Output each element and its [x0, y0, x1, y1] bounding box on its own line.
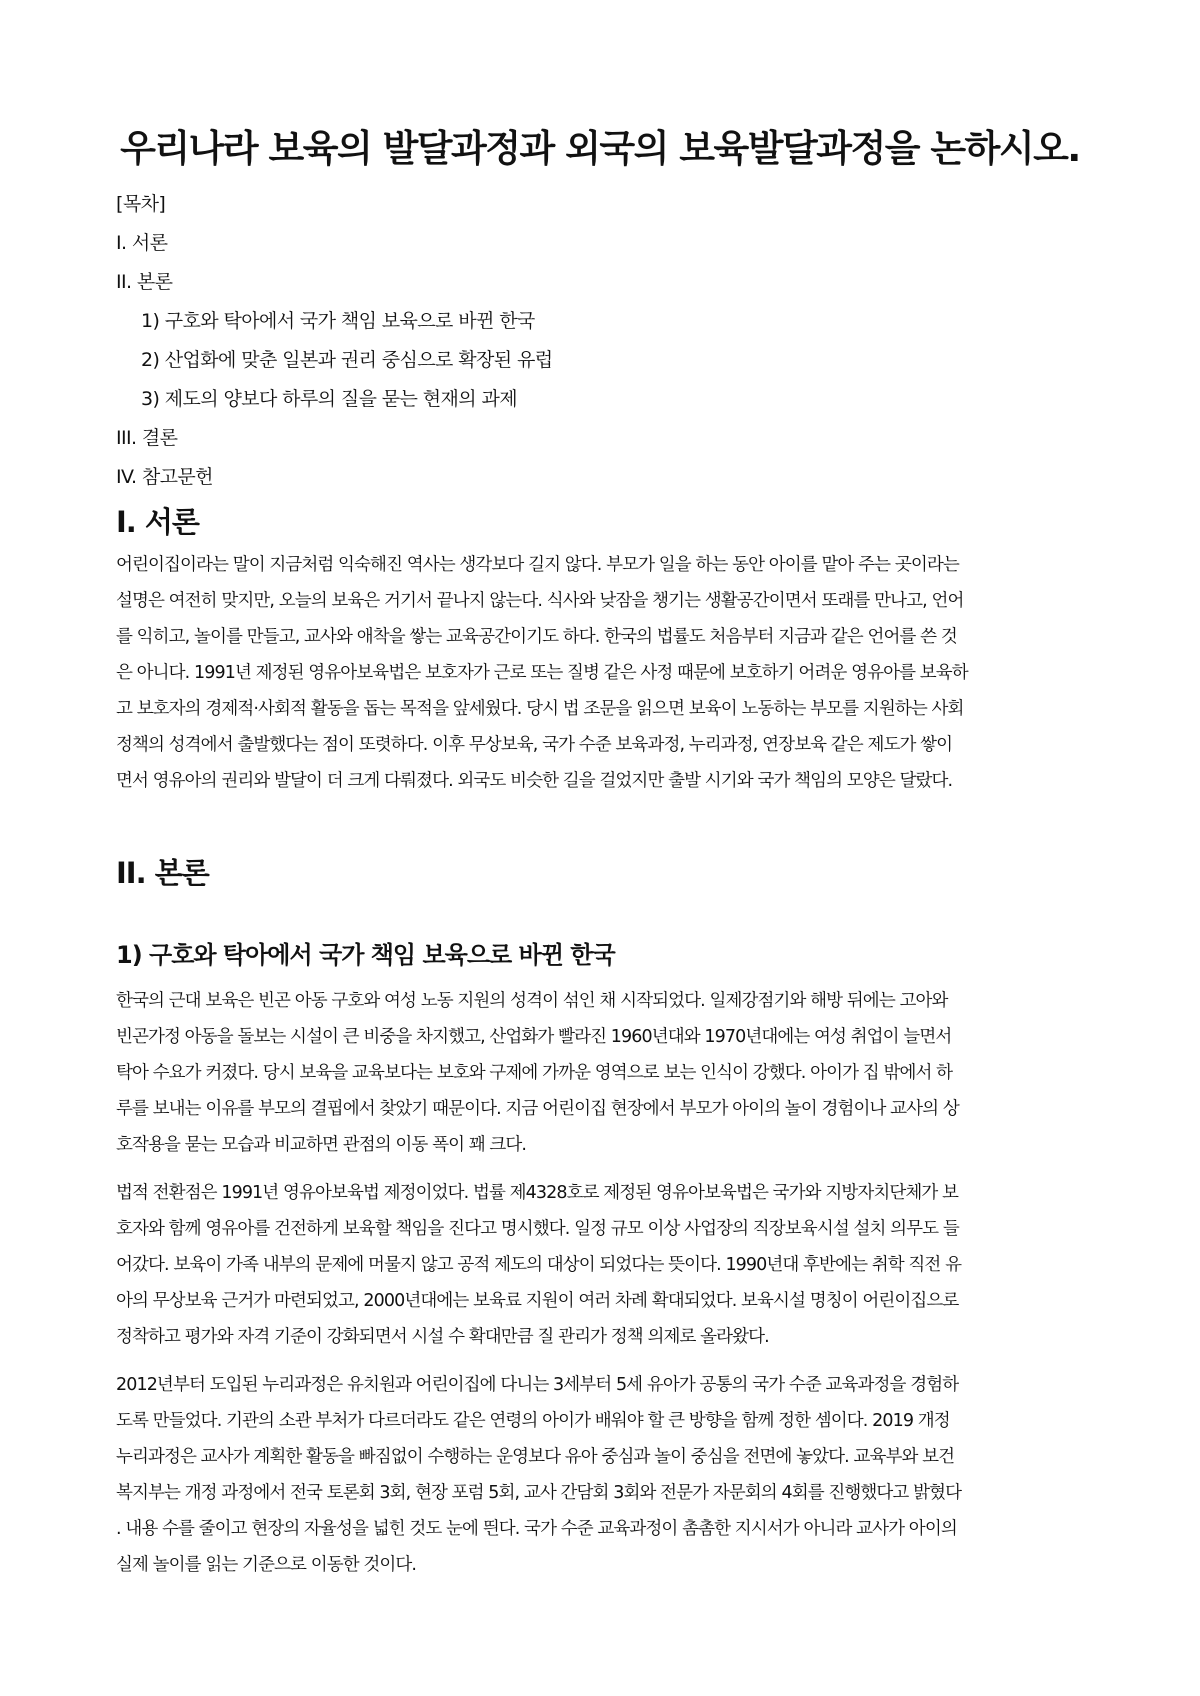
paragraph-line: 루를 보내는 이유를 부모의 결핍에서 찾았기 때문이다. 지금 어린이집 현장에서 부모가 아이의 놀이 경험이나 교사의 상 — [116, 1099, 959, 1119]
toc-item-body: II. 본론 — [116, 271, 173, 293]
paragraph-line: 누리과정은 교사가 계획한 활동을 빠짐없이 수행하는 운영보다 유아 중심과 놀이 중심을 전면에 놓았다. 교육부와 보건 — [116, 1447, 955, 1467]
paragraph-line: 복지부는 개정 과정에서 전국 토론회 3회, 현장 포럼 5회, 교사 간담회 3회와 전문가 자문회의 4회를 진행했다고 밝혔다 — [116, 1483, 962, 1503]
toc-item-body-3: 3) 제도의 양보다 하루의 질을 묻는 현재의 과제 — [141, 388, 517, 410]
paragraph-line: 아의 무상보육 근거가 마련되었고, 2000년대에는 보육료 지원이 여러 차례 확대되었다. 보육시설 명칭이 어린이집으로 — [116, 1291, 959, 1311]
paragraph-line: 정책의 성격에서 출발했다는 점이 또렷하다. 이후 무상보육, 국가 수준 보육과정, 누리과정, 연장보육 같은 제도가 쌓이 — [116, 735, 953, 755]
paragraph-line: 어갔다. 보육이 가족 내부의 문제에 머물지 않고 공적 제도의 대상이 되었다는 뜻이다. 1990년대 후반에는 취학 직전 유 — [116, 1255, 962, 1275]
body-heading: II. 본론 — [116, 856, 209, 890]
toc-item-body-2: 2) 산업화에 맞춘 일본과 권리 중심으로 확장된 유럽 — [141, 349, 553, 371]
paragraph-line: 어린이집이라는 말이 지금처럼 익숙해진 역사는 생각보다 길지 않다. 부모가 일을 하는 동안 아이를 맡아 주는 곳이라는 — [116, 555, 959, 575]
toc-item-body-1: 1) 구호와 탁아에서 국가 책임 보육으로 바뀐 한국 — [141, 310, 535, 332]
toc-item-conclusion: III. 결론 — [116, 427, 178, 449]
paragraph-line: 설명은 여전히 맞지만, 오늘의 보육은 거기서 끝나지 않는다. 식사와 낮잠을 챙기는 생활공간이면서 또래를 만나고, 언어 — [116, 591, 964, 611]
paragraph-line: 호자와 함께 영유아를 건전하게 보육할 책임을 진다고 명시했다. 일정 규모 이상 사업장의 직장보육시설 설치 의무도 들 — [116, 1219, 959, 1239]
paragraph-line: 은 아니다. 1991년 제정된 영유아보육법은 보호자가 근로 또는 질병 같은 사정 때문에 보호하기 어려운 영유아를 보육하 — [116, 663, 968, 683]
toc-heading: [목차] — [116, 193, 166, 215]
section-1-paragraph-3 — [116, 1367, 1084, 1583]
paragraph-line: . 내용 수를 줄이고 현장의 자율성을 넓힌 것도 눈에 띈다. 국가 수준 교육과정이 촘촘한 지시서가 아니라 교사가 아이의 — [116, 1519, 957, 1539]
section-1-paragraph-1 — [116, 983, 1084, 1163]
toc-item-intro: I. 서론 — [116, 232, 168, 254]
paragraph-line: 도록 만들었다. 기관의 소관 부처가 다르더라도 같은 연령의 아이가 배워야 할 큰 방향을 함께 정한 셈이다. 2019 개정 — [116, 1411, 950, 1431]
paragraph-line: 호작용을 묻는 모습과 비교하면 관점의 이동 폭이 꽤 크다. — [116, 1135, 527, 1155]
section-1-heading: 1) 구호와 탁아에서 국가 책임 보육으로 바뀐 한국 — [116, 941, 615, 969]
paragraph-line: 실제 놀이를 읽는 기준으로 이동한 것이다. — [116, 1555, 417, 1575]
paragraph-line: 빈곤가정 아동을 돌보는 시설이 큰 비중을 차지했고, 산업화가 빨라진 1960년대와 1970년대에는 여성 취업이 늘면서 — [116, 1027, 952, 1047]
intro-heading: I. 서론 — [116, 505, 199, 539]
paragraph-line: 면서 영유아의 권리와 발달이 더 크게 다뤄졌다. 외국도 비슷한 길을 걸었지만 출발 시기와 국가 책임의 모양은 달랐다. — [116, 771, 953, 791]
paragraph-line: 정착하고 평가와 자격 기준이 강화되면서 시설 수 확대만큼 질 관리가 정책 의제로 올라왔다. — [116, 1327, 769, 1347]
section-1-paragraph-2 — [116, 1175, 1084, 1355]
paragraph-line: 한국의 근대 보육은 빈곤 아동 구호와 여성 노동 지원의 성격이 섞인 채 시작되었다. 일제강점기와 해방 뒤에는 고아와 — [116, 991, 948, 1011]
document-title: 우리나라 보육의 발달과정과 외국의 보육발달과정을 논하시오. — [120, 127, 1080, 170]
table-of-contents — [116, 190, 1084, 502]
paragraph-line: 를 익히고, 놀이를 만들고, 교사와 애착을 쌓는 교육공간이기도 하다. 한국의 법률도 처음부터 지금과 같은 언어를 쓴 것 — [116, 627, 957, 647]
toc-item-references: IV. 참고문헌 — [116, 466, 213, 488]
paragraph-line: 탁아 수요가 커졌다. 당시 보육을 교육보다는 보호와 구제에 가까운 영역으로 보는 인식이 강했다. 아이가 집 밖에서 하 — [116, 1063, 953, 1083]
paragraph-line: 고 보호자의 경제적·사회적 활동을 돕는 목적을 앞세웠다. 당시 법 조문을 읽으면 보육이 노동하는 부모를 지원하는 사회 — [116, 699, 964, 719]
intro-paragraph — [116, 547, 1084, 799]
paragraph-line: 2012년부터 도입된 누리과정은 유치원과 어린이집에 다니는 3세부터 5세 유아가 공통의 국가 수준 교육과정을 경험하 — [116, 1375, 959, 1395]
paragraph-line: 법적 전환점은 1991년 영유아보육법 제정이었다. 법률 제4328호로 제정된 영유아보육법은 국가와 지방자치단체가 보 — [116, 1183, 959, 1203]
